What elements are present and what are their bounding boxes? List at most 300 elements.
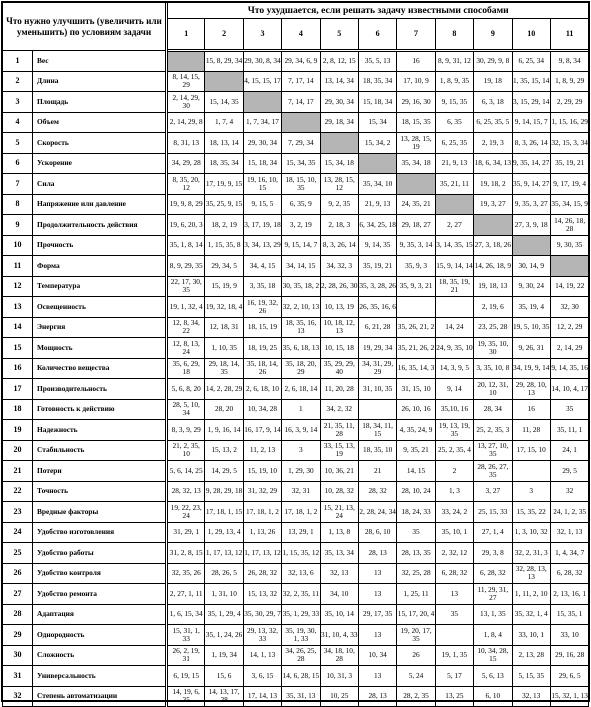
principle-cell: 26, 2, 19, 31 (167, 645, 205, 666)
principle-cell: 15, 34, 2 (358, 133, 396, 154)
principle-cell: 3, 35, 18 (243, 276, 281, 297)
principle-cell: 2, 14, 29 (550, 338, 589, 359)
principle-cell: 9, 14, 35, 16 (550, 358, 589, 379)
parameter-name: Производительность (33, 379, 167, 400)
table-row (3, 543, 589, 564)
principle-cell: 32, 30 (550, 297, 589, 318)
principle-cell: 28, 13, 35 (397, 543, 435, 564)
row-number: 30 (3, 645, 33, 666)
principle-cell: 35, 18, 20, 29 (282, 358, 320, 379)
principle-cell: 34, 26, 25, 28 (282, 645, 320, 666)
row-number: 7 (3, 174, 33, 195)
principle-cell: 35, 6, 18, 13 (282, 338, 320, 359)
row-number: 25 (3, 543, 33, 564)
column-number-header: 11 (550, 19, 589, 51)
parameter-name: Удобство изготовления (33, 522, 167, 543)
principle-cell: 35, 29, 29, 40 (320, 358, 358, 379)
principle-cell: 35 (435, 604, 473, 625)
table-row (3, 481, 589, 502)
principle-cell: 9, 14, 35 (358, 235, 396, 256)
principle-cell: 14, 13, 17, 28 (205, 686, 243, 707)
diagonal-cell (512, 235, 550, 256)
principle-cell: 19, 5, 10, 35 (512, 317, 550, 338)
principle-cell: 35, 19, 4 (512, 297, 550, 318)
principle-cell: 32, 2, 10, 13 (282, 297, 320, 318)
column-number-header: 5 (320, 19, 358, 51)
principle-cell: 1, 35, 15, 14 (512, 71, 550, 92)
principle-cell: 5, 17 (435, 666, 473, 687)
principle-cell: 31, 10, 35 (358, 379, 396, 400)
column-number-header: 9 (474, 19, 512, 51)
table-row (3, 502, 589, 523)
principle-cell: 35, 21, 26, 2 (397, 338, 435, 359)
principle-cell: 31, 2, 8, 15 (167, 543, 205, 564)
row-number: 26 (3, 563, 33, 584)
principle-cell: 13 (358, 563, 396, 584)
principle-cell: 6, 21, 28 (358, 317, 396, 338)
principle-cell: 2, 6, 18, 14 (282, 379, 320, 400)
principle-cell: 15, 18, 34 (358, 92, 396, 113)
principle-cell: 14, 10, 4, 17 (550, 379, 589, 400)
principle-cell: 1 (282, 399, 320, 420)
principle-cell: 35, 9, 14, 27 (512, 174, 550, 195)
row-number: 10 (3, 235, 33, 256)
row-number: 19 (3, 420, 33, 441)
principle-cell: 13, 1, 35 (474, 604, 512, 625)
table-row (3, 645, 589, 666)
principle-cell: 18, 13, 14 (205, 133, 243, 154)
principle-cell: 12, 8, 34, 22 (167, 317, 205, 338)
parameter-name: Объем (33, 112, 167, 133)
principle-cell: 18, 15, 35 (397, 112, 435, 133)
principle-cell: 35, 26, 21, 2 (397, 317, 435, 338)
principle-cell: 33, 10 (550, 625, 589, 646)
principle-cell: 34, 29, 28 (167, 153, 205, 174)
table-row (3, 686, 589, 707)
principle-cell: 35, 31, 13 (282, 686, 320, 707)
column-number-header: 7 (397, 19, 435, 51)
principle-cell: 28, 26, 5 (205, 563, 243, 584)
principle-cell: 2, 29, 29 (550, 92, 589, 113)
principle-cell: 13, 25 (435, 686, 473, 707)
principle-cell: 10, 36, 21 (320, 461, 358, 482)
row-number: 13 (3, 297, 33, 318)
principle-cell: 18, 35, 34 (205, 153, 243, 174)
principle-cell: 2, 27 (435, 215, 473, 236)
principle-cell: 15, 13, 32 (243, 584, 281, 605)
principle-cell: 12, 2, 29 (550, 317, 589, 338)
principle-cell: 32, 31 (282, 481, 320, 502)
principle-cell: 10, 18, 12, 13 (320, 317, 358, 338)
principle-cell: 8, 3, 9, 29 (167, 420, 205, 441)
principle-cell: 9, 35, 3, 14 (397, 235, 435, 256)
principle-cell: 28, 34 (474, 399, 512, 420)
column-number-header: 8 (435, 19, 473, 51)
principle-cell: 18, 2, 19 (205, 215, 243, 236)
principle-cell: 29, 28, 10, 13 (512, 379, 550, 400)
principle-cell: 16, 19, 32, 26 (243, 297, 281, 318)
principle-cell (512, 461, 550, 482)
principle-cell: 9, 14 (435, 379, 473, 400)
principle-cell: 14, 19, 6, 35 (167, 686, 205, 707)
column-number-header: 2 (205, 19, 243, 51)
principle-cell: 29, 13, 32, 33 (243, 625, 281, 646)
table-row (3, 133, 589, 154)
principle-cell: 6, 25, 34 (512, 51, 550, 72)
principle-cell: 25, 15, 33 (474, 502, 512, 523)
principle-cell: 31, 10, 4, 33 (320, 625, 358, 646)
table-row (3, 461, 589, 482)
principle-cell: 35, 9, 3, 21 (397, 276, 435, 297)
principle-cell: 25, 2, 35, 3 (474, 420, 512, 441)
principle-cell: 15, 17, 20, 4 (397, 604, 435, 625)
principle-cell: 13, 27, 10, 35 (474, 440, 512, 461)
principle-cell: 1, 8, 4 (474, 625, 512, 646)
principle-cell (435, 297, 473, 318)
principle-cell: 35, 25, 9, 15 (205, 194, 243, 215)
principle-cell: 8, 3, 26, 14 (320, 235, 358, 256)
principle-cell: 32, 2, 35, 11 (282, 584, 320, 605)
principle-cell: 1, 3, 10, 32 (512, 522, 550, 543)
principle-cell: 2, 28, 26, 30 (320, 276, 358, 297)
principle-cell: 14, 19, 22 (550, 276, 589, 297)
principle-cell: 19, 9, 8, 29 (167, 194, 205, 215)
principle-cell: 35, 1, 29, 4 (205, 604, 243, 625)
row-number: 17 (3, 379, 33, 400)
worsening-parameter-header: Что ухудшается, если решать задачу известными способами (167, 3, 589, 19)
principle-cell: 21, 9, 13 (358, 194, 396, 215)
principle-cell: 1, 3 (435, 481, 473, 502)
principle-cell: 26, 35, 16, 6 (358, 297, 396, 318)
principle-cell: 19, 6, 20, 3 (167, 215, 205, 236)
principle-cell: 33, 10, 1 (512, 625, 550, 646)
principle-cell: 24, 1, 2, 35 (550, 502, 589, 523)
table-row (3, 276, 589, 297)
principle-cell: 1, 31, 10 (205, 584, 243, 605)
principle-cell: 19, 18, 2 (474, 174, 512, 195)
principle-cell: 16, 3, 9, 14 (282, 420, 320, 441)
principle-cell: 6, 25, 35 (435, 133, 473, 154)
principle-cell: 8, 14, 15, 29 (167, 71, 205, 92)
principle-cell: 9, 30, 35 (550, 235, 589, 256)
row-number: 27 (3, 584, 33, 605)
principle-cell: 18, 34, 11, 15 (358, 420, 396, 441)
principle-cell: 30, 29, 9, 8 (474, 51, 512, 72)
principle-cell: 2, 19, 3 (474, 133, 512, 154)
row-number: 23 (3, 502, 33, 523)
row-number: 15 (3, 338, 33, 359)
principle-cell: 18, 35, 34 (358, 71, 396, 92)
principle-cell: 35, 3, 28, 26 (358, 276, 396, 297)
principle-cell: 11, 29, 31, 27 (474, 584, 512, 605)
principle-cell: 15, 19, 9 (205, 276, 243, 297)
principle-cell: 35, 11, 1 (550, 420, 589, 441)
parameter-name: Стабильность (33, 440, 167, 461)
principle-cell: 8, 31, 13 (167, 133, 205, 154)
diagonal-cell (435, 194, 473, 215)
principle-cell: 9, 26, 31 (512, 338, 550, 359)
parameter-name: Удобство контроля (33, 563, 167, 584)
principle-cell: 9, 15, 5 (243, 194, 281, 215)
row-number: 1 (3, 51, 33, 72)
principle-cell: 29, 5 (550, 461, 589, 482)
principle-cell: 18, 6, 34, 13 (474, 153, 512, 174)
principle-cell: 35,10, 16 (435, 399, 473, 420)
table-row (3, 256, 589, 277)
diagonal-cell (167, 51, 205, 72)
parameter-name: Сложность (33, 645, 167, 666)
principle-cell: 15, 19, 10 (243, 461, 281, 482)
principle-cell: 3, 15, 29, 14 (512, 92, 550, 113)
parameter-name: Длина (33, 71, 167, 92)
principle-cell: 13 (358, 666, 396, 687)
table-row (3, 112, 589, 133)
principle-cell: 9, 2, 35 (320, 194, 358, 215)
principle-cell (397, 297, 435, 318)
principle-cell: 35, 5, 13 (358, 51, 396, 72)
principle-cell: 19, 20, 17, 35 (397, 625, 435, 646)
contradiction-table (2, 2, 589, 707)
principle-cell: 14, 26, 18, 9 (474, 256, 512, 277)
principle-cell: 35, 1, 29, 33 (282, 604, 320, 625)
principle-cell: 18, 19, 25 (243, 338, 281, 359)
column-number-header: 1 (167, 19, 205, 51)
principle-cell: 2, 14, 29, 8 (167, 112, 205, 133)
principle-cell: 15, 31, 1, 33 (167, 625, 205, 646)
parameter-name: Вредные факторы (33, 502, 167, 523)
principle-cell: 11, 20, 28 (320, 379, 358, 400)
principle-cell: 29, 18, 34 (320, 112, 358, 133)
row-number: 9 (3, 215, 33, 236)
principle-cell: 24, 9, 35, 10 (435, 338, 473, 359)
principle-cell: 15, 13, 2 (205, 440, 243, 461)
principle-cell: 6, 28, 32 (550, 563, 589, 584)
principle-cell: 34, 18, 10, 28 (320, 645, 358, 666)
table-row (3, 584, 589, 605)
principle-cell: 32, 35, 26 (167, 563, 205, 584)
table-row (3, 92, 589, 113)
table-row (3, 563, 589, 584)
principle-cell: 35, 18, 14, 26 (243, 358, 281, 379)
table-row (3, 194, 589, 215)
principle-cell: 24, 35, 21 (397, 194, 435, 215)
principle-cell: 16 (397, 51, 435, 72)
diagonal-cell (320, 133, 358, 154)
principle-cell: 2, 32, 12 (435, 543, 473, 564)
parameter-name: Универсальность (33, 666, 167, 687)
principle-cell: 14, 1, 13 (243, 645, 281, 666)
principle-cell: 29, 30, 8, 34 (243, 51, 281, 72)
principle-cell: 19, 18 (474, 71, 512, 92)
principle-cell: 19, 16, 10, 15 (243, 174, 281, 195)
row-number: 12 (3, 276, 33, 297)
table-row (3, 317, 589, 338)
principle-cell: 12, 18, 31 (205, 317, 243, 338)
principle-cell: 13 (358, 584, 396, 605)
principle-cell: 22, 17, 30, 35 (167, 276, 205, 297)
principle-cell: 6, 28, 32 (474, 563, 512, 584)
principle-cell: 3 (282, 440, 320, 461)
principle-cell: 26 (397, 645, 435, 666)
principle-cell: 32, 1, 13 (550, 522, 589, 543)
principle-cell: 1, 13, 26 (243, 522, 281, 543)
principle-cell: 34, 10 (320, 584, 358, 605)
diagonal-cell (205, 71, 243, 92)
principle-cell: 29, 34, 6, 9 (282, 51, 320, 72)
diagonal-cell (474, 215, 512, 236)
principle-cell: 1, 8, 9, 35 (435, 71, 473, 92)
principle-cell: 11, 28 (512, 420, 550, 441)
table-row (3, 153, 589, 174)
principle-cell: 18, 35, 10 (358, 440, 396, 461)
principle-cell: 17, 18, 1, 15 (205, 502, 243, 523)
principle-cell: 9, 15, 35 (435, 92, 473, 113)
parameter-name: Ускорение (33, 153, 167, 174)
principle-cell: 28, 13 (358, 543, 396, 564)
principle-cell: 9, 35, 14, 27 (512, 153, 550, 174)
parameter-name: Удобство ремонта (33, 584, 167, 605)
principle-cell: 15, 35, 22 (512, 502, 550, 523)
principle-cell: 10, 31, 3 (320, 666, 358, 687)
principle-cell: 10, 34, 28 (243, 399, 281, 420)
principle-cell: 32 (550, 481, 589, 502)
principle-cell: 29, 30, 34 (243, 133, 281, 154)
parameter-name: Точность (33, 481, 167, 502)
table-row (3, 174, 589, 195)
principle-cell: 26, 28, 32 (243, 563, 281, 584)
parameter-name: Прочность (33, 235, 167, 256)
principle-cell: 35, 10, 1 (435, 522, 473, 543)
principle-cell: 4, 35, 24, 9 (397, 420, 435, 441)
column-number-header: 10 (512, 19, 550, 51)
principle-cell: 35, 13, 34 (320, 543, 358, 564)
principle-cell: 15, 34, 35 (282, 153, 320, 174)
principle-cell: 2, 6, 18, 10 (243, 379, 281, 400)
principle-cell: 35, 1, 8, 14 (167, 235, 205, 256)
parameter-name: Количество вещества (33, 358, 167, 379)
principle-cell: 15, 14, 35 (205, 92, 243, 113)
parameter-name: Напряжение или давление (33, 194, 167, 215)
principle-cell: 21, 2, 35, 10 (167, 440, 205, 461)
principle-cell: 19, 1, 35 (435, 645, 473, 666)
row-number: 24 (3, 522, 33, 543)
row-number: 14 (3, 317, 33, 338)
principle-cell: 17, 10, 9 (397, 71, 435, 92)
principle-cell: 3 (512, 481, 550, 502)
principle-cell: 29, 18, 27 (397, 215, 435, 236)
principle-cell: 32, 13 (320, 563, 358, 584)
row-number: 18 (3, 399, 33, 420)
principle-cell: 7, 29, 34 (282, 133, 320, 154)
principle-cell: 29, 17, 35 (358, 604, 396, 625)
principle-cell: 32, 25, 28 (397, 563, 435, 584)
principle-cell: 19, 22, 23, 24 (167, 502, 205, 523)
parameter-name: Продолжительность действия (33, 215, 167, 236)
diagonal-cell (358, 153, 396, 174)
principle-cell: 19, 35, 10, 30 (474, 338, 512, 359)
principle-cell: 2, 14, 29, 30 (167, 92, 205, 113)
principle-cell: 28, 26, 27, 35 (474, 461, 512, 482)
table-row (3, 338, 589, 359)
principle-cell: 10, 13, 19 (320, 297, 358, 318)
principle-cell: 21, 35, 11, 28 (320, 420, 358, 441)
principle-cell: 29, 34, 5 (205, 256, 243, 277)
principle-cell: 19, 3, 27 (474, 194, 512, 215)
principle-cell: 9, 35, 3, 27 (512, 194, 550, 215)
principle-cell: 18, 24, 33 (397, 502, 435, 523)
parameter-name: Скорость (33, 133, 167, 154)
principle-cell: 35, 19, 21 (358, 256, 396, 277)
principle-cell: 17, 18, 1, 2 (282, 502, 320, 523)
parameter-name: Мощность (33, 338, 167, 359)
principle-cell: 1, 4, 34, 7 (550, 543, 589, 564)
row-number: 11 (3, 256, 33, 277)
table-row (3, 420, 589, 441)
principle-cell: 1, 19, 34 (205, 645, 243, 666)
principle-cell: 5, 6, 14, 25 (167, 461, 205, 482)
row-number: 21 (3, 461, 33, 482)
principle-cell: 29, 30, 34 (320, 92, 358, 113)
column-number-header: 6 (358, 19, 396, 51)
principle-cell: 35, 21, 11 (435, 174, 473, 195)
principle-cell: 15, 8, 29, 34 (205, 51, 243, 72)
principle-cell: 32, 28, 13, 13 (512, 563, 550, 584)
principle-cell: 7, 14, 17 (282, 92, 320, 113)
principle-cell: 28, 20 (205, 399, 243, 420)
principle-cell: 14, 29, 5 (205, 461, 243, 482)
row-number: 31 (3, 666, 33, 687)
principle-cell: 18, 15, 19 (243, 317, 281, 338)
principle-cell: 14, 15 (397, 461, 435, 482)
principle-cell: 26, 10, 16 (397, 399, 435, 420)
principle-cell: 33, 15, 13, 19 (320, 440, 358, 461)
principle-cell: 15, 35, 1 (550, 604, 589, 625)
principle-cell: 13, 28, 15, 19 (397, 133, 435, 154)
principle-cell: 2, 27, 1, 11 (167, 584, 205, 605)
principle-cell: 34, 19, 9, 14 (512, 358, 550, 379)
principle-cell: 17, 14, 13 (243, 686, 281, 707)
principle-cell: 19, 1, 32, 4 (167, 297, 205, 318)
principle-cell: 28, 32 (358, 481, 396, 502)
principle-cell: 16, 17, 9, 14 (243, 420, 281, 441)
principle-cell: 34, 32, 3 (320, 256, 358, 277)
principle-cell: 27, 3, 9, 18 (512, 215, 550, 236)
principle-cell: 15, 34 (358, 112, 396, 133)
principle-cell: 18, 35, 19, 21 (435, 276, 473, 297)
parameter-name: Энергия (33, 317, 167, 338)
row-number: 3 (3, 92, 33, 113)
principle-cell: 10, 15, 18 (320, 338, 358, 359)
table-row (3, 358, 589, 379)
principle-cell: 14, 24 (435, 317, 473, 338)
principle-cell: 3, 34, 13, 29 (243, 235, 281, 256)
principle-cell: 6, 34, 25, 18 (358, 215, 396, 236)
principle-cell: 1, 6, 15, 34 (167, 604, 205, 625)
principle-cell: 31, 32, 29 (243, 481, 281, 502)
principle-cell: 35, 34, 10 (358, 174, 396, 195)
principle-cell: 4, 15, 15, 17 (243, 71, 281, 92)
principle-cell: 1, 13, 8 (320, 522, 358, 543)
principle-cell: 18, 15, 10, 35 (282, 174, 320, 195)
principle-cell: 34, 14, 15 (282, 256, 320, 277)
principle-cell: 17, 15, 10 (512, 440, 550, 461)
principle-cell: 1, 11, 2, 10 (512, 584, 550, 605)
parameter-name: Освещенность (33, 297, 167, 318)
principle-cell: 35, 34, 18 (397, 153, 435, 174)
principle-cell: 14, 26, 18, 28 (550, 215, 589, 236)
principle-cell: 27, 3, 18, 26 (474, 235, 512, 256)
principle-cell: 20, 12, 31, 10 (474, 379, 512, 400)
